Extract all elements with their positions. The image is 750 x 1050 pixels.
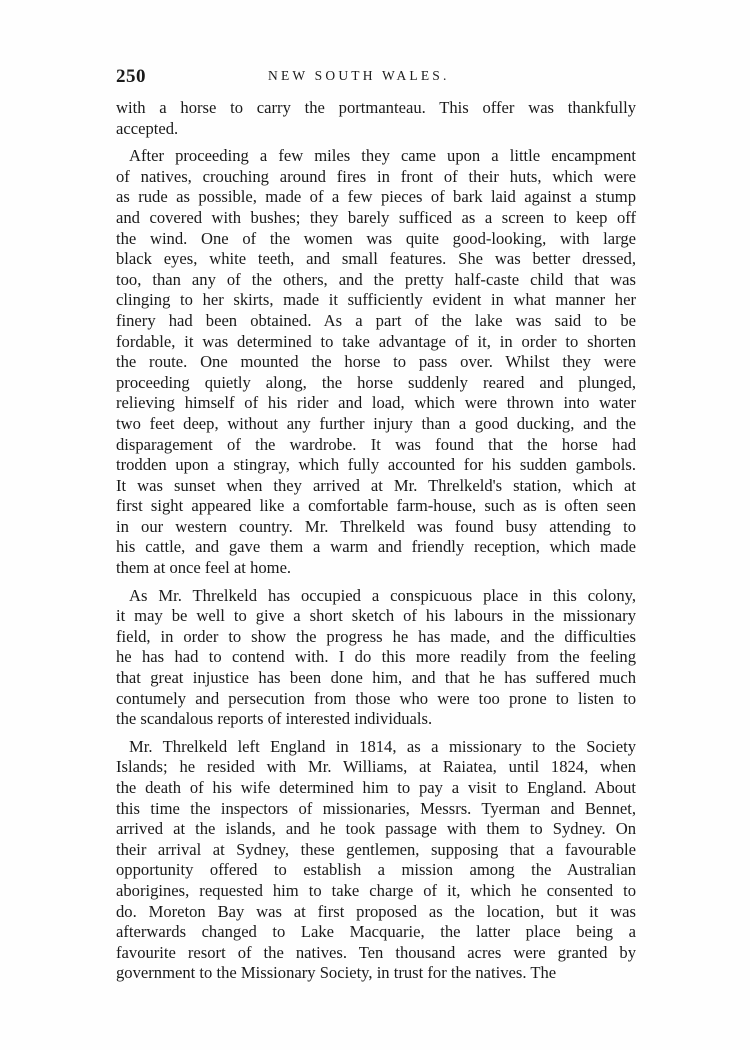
text-line: with a horse to carry the portmanteau. This offer was thankfully	[116, 98, 636, 117]
text-line: of natives, crouching around fires in front of their huts, which were	[116, 166, 636, 186]
text-line: Islands; he resided with Mr. Williams, at Raiatea, until 1824, when	[116, 757, 636, 777]
text-line: proceeding quietly along, the horse suddenly reared and plunged,	[116, 372, 636, 392]
text-line: in our western country. Mr. Threlkeld was found busy attending to	[116, 516, 636, 536]
text-line: finery had been obtained. As a part of the lake was said to be	[116, 310, 636, 330]
page-number: 250	[116, 66, 146, 87]
paragraph	[116, 146, 636, 578]
text-line: contumely and persecution from those who were too prone to listen to	[116, 688, 636, 708]
text-line: clinging to her skirts, made it sufficiently evident in what manner her	[116, 290, 636, 310]
text-line: do. Moreton Bay was at first proposed as the location, but it was	[116, 901, 636, 921]
text-line: aborigines, requested him to take charge of it, which he consented to	[116, 880, 636, 900]
text-line: black eyes, white teeth, and small features. She was better dressed,	[116, 249, 636, 269]
paragraph-gap	[116, 139, 636, 146]
paragraph	[116, 586, 636, 730]
text-line: field, in order to show the progress he has made, and the difficulties	[116, 626, 636, 646]
running-head: NEW SOUTH WALES.	[268, 68, 450, 83]
text-line: favourite resort of the natives. Ten thousand acres were granted by	[116, 942, 636, 962]
text-line: as rude as possible, made of a few pieces of bark laid against a stump	[116, 187, 636, 207]
text-line: It was sunset when they arrived at Mr. Threlkeld's station, which at	[116, 475, 636, 495]
text-line: it may be well to give a short sketch of his labours in the missionary	[116, 606, 636, 626]
text-line: the scandalous reports of interested individuals.	[116, 709, 433, 729]
body-text	[116, 98, 636, 984]
text-line: relieving himself of his rider and load, which were thrown into water	[116, 393, 636, 413]
text-line: he has had to contend with. I do this more readily from the feeling	[116, 647, 636, 667]
text-line: their arrival at Sydney, these gentlemen, supposing that a favourable	[116, 839, 636, 859]
text-line: his cattle, and gave them a warm and friendly reception, which made	[116, 537, 636, 557]
text-line: and covered with bushes; they barely sufficed as a screen to keep off	[116, 207, 636, 227]
text-line: too, than any of the others, and the pretty half-caste child that was	[116, 269, 636, 289]
text-line: fordable, it was determined to take advantage of it, in order to shorten	[116, 331, 636, 351]
text-line: government to the Missionary Society, in trust for the natives. The	[116, 963, 557, 983]
text-line: first sight appeared like a comfortable farm-house, such as is often seen	[116, 496, 636, 516]
text-line: them at once feel at home.	[116, 558, 292, 578]
text-line: As Mr. Threlkeld has occupied a conspicuous place in this colony,	[129, 585, 636, 605]
paragraph-gap	[116, 730, 636, 737]
text-line: the death of his wife determined him to pay a visit to England. About	[116, 778, 636, 797]
text-line: the route. One mounted the horse to pass over. Whilst they were	[116, 352, 636, 372]
paragraph	[116, 737, 636, 984]
page-header	[116, 66, 636, 90]
text-line: Mr. Threlkeld left England in 1814, as a missionary to the Society	[129, 736, 636, 756]
text-line: arrived at the islands, and he took passage with them to Sydney. On	[116, 819, 636, 839]
text-line: the wind. One of the women was quite good-looking, with large	[116, 228, 636, 248]
text-line: After proceeding a few miles they came upon a little encampment	[129, 146, 636, 166]
text-line: disparagement of the wardrobe. It was found that the horse had	[116, 434, 636, 454]
paragraph	[116, 98, 636, 139]
text-line: this time the inspectors of missionaries, Messrs. Tyerman and Bennet,	[116, 798, 636, 818]
text-line: trodden upon a stingray, which fully accounted for his sudden gambols.	[116, 455, 636, 475]
text-line: opportunity offered to establish a mission among the Australian	[116, 860, 636, 880]
text-line: that great injustice has been done him, and that he has suffered much	[116, 668, 636, 688]
paragraph-gap	[116, 579, 636, 586]
text-line: accepted.	[116, 118, 179, 138]
text-line: afterwards changed to Lake Macquarie, the latter place being a	[116, 922, 636, 942]
text-line: two feet deep, without any further injury than a good ducking, and the	[116, 413, 636, 433]
